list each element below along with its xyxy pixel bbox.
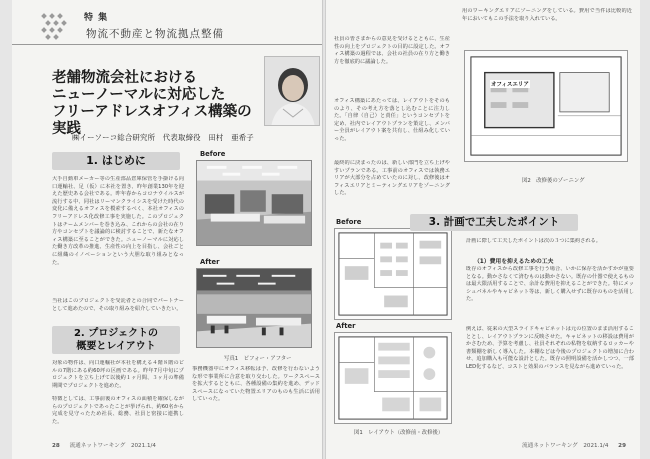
series-title: 物流不動産と物流拠点整備 <box>86 28 224 40</box>
title-line-2: ニューノーマルに対応した <box>52 87 226 103</box>
section-3-intro: 計画に際して工夫したポイントは次の３つに集約される。 <box>466 238 601 244</box>
after-photo <box>196 268 312 348</box>
right-paragraph-low: 最終的に決まったのは、新しい部門を立ち上げやすいプランである。工事前のオフィスでは執務エリアが大部分を占めていたのに対し、改修後はオフィスエリアとミーティングエリアをゾーニングした。 <box>334 160 450 197</box>
section-2-line-2: 概要とレイアウト <box>76 341 156 352</box>
feature-emblem-icon <box>40 12 76 42</box>
right-magazine-name: 流通ネットワーキング 2021.1/4 <box>522 443 609 449</box>
after-label: After <box>200 258 220 266</box>
before-label: Before <box>200 150 226 158</box>
before-photo <box>196 160 312 246</box>
section-2-line-1: 2. プロジェクトの <box>73 328 159 339</box>
title-line-3: フリーアドレスオフィス構築の実践 <box>52 104 252 137</box>
section-heading-3: 3. 計画で工夫したポイント <box>410 214 578 231</box>
left-folio <box>52 441 156 449</box>
layout-caption: 図1 レイアウト（改修前・改修後） <box>354 430 444 436</box>
right-page-number: 29 <box>618 443 626 449</box>
right-paragraph-top: 社員の皆さまからの意見を受けるとともに、生産性の向上をプロジェクトの目的に設定した。オフィス構築の過程では、会社の社員の在り方と働き方を徹底的に議論した。 <box>334 36 450 65</box>
zoning-caption: 図2 改修後のゾーニング <box>522 178 585 184</box>
header-rule <box>12 44 322 45</box>
title-line-1: 老舗物流会社における <box>52 70 197 86</box>
right-paragraph-mid: オフィス構築にあたっては、レイアウトをそのものより、その考え方を落とし込むことに注力した。「自律（自己）と責任」というコンセプトを定め、社内でレイアウトプランを策定し、メンバー全員がレイアウト案を共有し、仕組み化していった。 <box>334 98 450 142</box>
floorplan-after <box>334 332 452 424</box>
intro-paragraph-2: 当社はこのプロジェクトを受託者との合同でパートナーとして進めたので、その取り組みを紹介していきたい。 <box>52 298 184 312</box>
intro-paragraph: 大手自動車メーカー等の生産部品倉庫保管を手掛ける向口運輸社、足（仮）に本社を置き、昨年創業130年を迎えた歴史ある会社である。昨年春からコロナウイルスが流行する中、同社はリーマンクライシスを受けた時代の変化に備えるオフィスを模索するべく、本社オフィスのフリーアドレス化改修工事を実施した。このプロジェクトはチームメンバーを巻き込み、これからの会社の在り方やコンセプトを議論的に検討することで、新たなオフィス構築に至ることができた。ニューノーマルに対応した働き方改革の推進、生産性の向上を目指し、会社ごとに組織のイノベーションという大胆な取り組みとなった。 <box>52 176 184 266</box>
left-page <box>12 0 322 459</box>
right-page <box>326 0 640 459</box>
mid-paragraph: 事務機器中にオフィス移転は予、改修を行わないような形で事業所に合意を取り交わした。ワークスペースを拡大するとともに、各種設備の集約を進め、デッドスペースになっていた物置エリアのものも生活に活用していった。 <box>192 366 320 403</box>
right-column-top: 用のワーキングエリアにゾーニングをしている。費用で当件は比較的近年においてもこの手法を取り入れている。 <box>462 8 632 22</box>
photo-caption: 写真1 ビフォー・アフター <box>224 356 292 362</box>
feature-label: 特 集 <box>84 13 109 23</box>
section-3-paragraph-2: 例えば、従来の大型スライドキャビネットは元の位置のまま活用することとし、レイアウトプランに反映させた。キャビネットの移設は費用がかさむため、予算を考慮し、社員それぞれの私物を収納するロッカーや書類棚を新しく導入した。本棚などは今後のプロジェクトの増加に合わせ、追加購入も可能な設計とした。既存の照明設備を活かしつつ、一部LED化するなど、コストと効果のバランスを見ながら進めていった。 <box>466 326 634 370</box>
left-magazine-name: 流通ネットワーキング 2021.1/4 <box>69 443 156 449</box>
zoning-plan <box>464 50 628 162</box>
office-area-label: オフィスエリア <box>491 82 529 88</box>
article-title <box>52 70 262 138</box>
right-folio <box>522 441 626 449</box>
subsection-heading: （1）費用を抑えるための工夫 <box>474 259 554 265</box>
overview-paragraph-2: 特徴としては、工事前後のオフィスの面積を確保しながらのプロジェクトであったことが挙げられ、約60名から完成を見守ったため社長、総務、社員と密接に連携した。 <box>52 396 184 425</box>
floorplan-before <box>334 228 452 320</box>
layout-before-label: Before <box>336 218 362 226</box>
section-heading-2 <box>52 326 180 354</box>
layout-after-label: After <box>336 322 356 330</box>
left-page-number: 28 <box>52 443 60 449</box>
author-byline: ㈱イーソーコ総合研究所 代表取締役 田村 亜希子 <box>72 133 254 142</box>
overview-paragraph: 対象の物件は、向口運輸社が本社を構える４階８階のビルの7階にある約60坪の区画である。昨年7月中旬にプロジェクトを立ち上げて以後約１ヶ月間、３ヶ月の準備期間でプロジェクトを進めた。 <box>52 360 184 389</box>
author-portrait <box>264 56 320 126</box>
section-3-paragraph: 既存のオフィスから改修工事を行う場合、いかに保存を活かすかが重要となる。動かさなくて済むものは動かさない。既存の什器で使えるものは最大限活用することで、余計な費用を抑えることができた。特にメッシュパネルやキャビネット等は、新しく購入せずに既存のものを活用した。 <box>466 266 634 303</box>
section-heading-1: 1. はじめに <box>52 152 180 170</box>
